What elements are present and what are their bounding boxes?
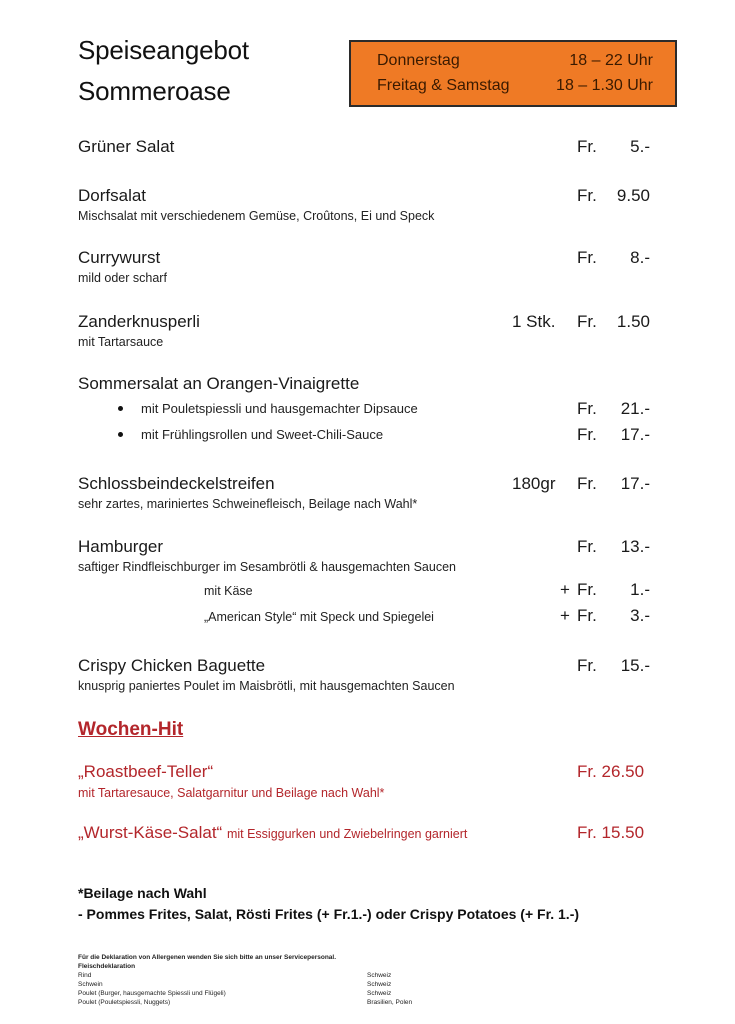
hours-time: 18 – 1.30 Uhr <box>556 77 653 94</box>
hit-item-name: „Roastbeef-Teller“ <box>78 762 214 781</box>
item-name: Currywurst <box>78 248 161 267</box>
currency: Fr. <box>577 474 597 493</box>
beilage-options: - Pommes Frites, Salat, Rösti Frites (+ Fr.1.-) oder Crispy Potatoes (+ Fr. 1.-) <box>78 906 580 922</box>
plus-sign: + <box>560 580 570 599</box>
item-desc: mild oder scharf <box>78 271 167 285</box>
item-desc: knusprig paniertes Poulet im Maisbrötli, mit hausgemachten Saucen <box>78 679 455 693</box>
currency: Fr. <box>577 312 597 331</box>
item-price: 13.- <box>620 537 650 556</box>
meat-origin: Schweiz <box>367 981 392 988</box>
currency: Fr. <box>577 537 597 556</box>
meat-type: Rind <box>78 972 92 979</box>
item-price: 9.50 <box>616 186 650 205</box>
beilage-heading: *Beilage nach Wahl <box>78 885 207 901</box>
option-label: mit Frühlingsrollen und Sweet-Chili-Sauce <box>141 427 384 442</box>
currency: Fr. <box>577 186 597 205</box>
meat-origin: Schweiz <box>367 990 392 997</box>
currency: Fr. <box>577 248 597 267</box>
item-name: Grüner Salat <box>78 137 175 156</box>
currency: Fr. <box>577 399 597 418</box>
meat-type: Poulet (Pouletspiessli, Nuggets) <box>78 999 171 1006</box>
hit-item-name: „Wurst-Käse-Salat“ <box>78 823 223 842</box>
item-price: 15.- <box>620 656 650 675</box>
wochen-hit-heading: Wochen-Hit <box>78 719 184 740</box>
item-price: 17.- <box>620 474 650 493</box>
title-line2: Sommeroase <box>78 76 231 106</box>
item-name: Hamburger <box>78 537 164 556</box>
item-desc: sehr zartes, mariniertes Schweinefleisch, Beilage nach Wahl* <box>78 497 418 511</box>
bullet-icon <box>118 432 123 437</box>
item-price: 1.50 <box>616 312 650 331</box>
item-price: 5.- <box>630 137 650 156</box>
extra-price: 3.- <box>630 606 650 625</box>
currency: Fr. <box>577 425 597 444</box>
item-qty: 180gr <box>512 474 556 493</box>
extra-price: 1.- <box>630 580 650 599</box>
hours-time: 18 – 22 Uhr <box>569 52 653 69</box>
extra-label: mit Käse <box>204 584 253 598</box>
hours-day: Freitag & Samstag <box>377 77 510 94</box>
currency: Fr. <box>577 656 597 675</box>
allergen-note: Für die Deklaration von Allergenen wenden Sie sich bitte an unser Servicepersonal. <box>78 954 337 961</box>
option-price: 17.- <box>620 425 650 444</box>
bullet-icon <box>118 406 123 411</box>
currency: Fr. <box>577 137 597 156</box>
meat-type: Poulet (Burger, hausgemachte Spiessli und Flügeli) <box>78 990 226 997</box>
meat-heading: Fleischdeklaration <box>78 963 136 970</box>
hit-item-desc: mit Tartaresauce, Salatgarnitur und Beilage nach Wahl* <box>78 786 385 800</box>
option-price: 21.- <box>620 399 650 418</box>
hours-day: Donnerstag <box>377 52 460 69</box>
hit-item-desc: mit Essiggurken und Zwiebelringen garniert <box>226 827 468 841</box>
item-price: 8.- <box>630 248 650 267</box>
option-label: mit Pouletspiessli und hausgemachter Dipsauce <box>141 401 418 416</box>
plus-sign: + <box>560 606 570 625</box>
meat-type: Schwein <box>78 981 103 988</box>
hit-item-price: Fr. 26.50 <box>577 762 645 781</box>
item-desc: mit Tartarsauce <box>78 335 164 349</box>
item-desc: saftiger Rindfleischburger im Sesambrötli & hausgemachten Saucen <box>78 560 456 574</box>
item-name: Sommersalat an Orangen-Vinaigrette <box>78 374 360 393</box>
meat-origin: Brasilien, Polen <box>367 999 413 1006</box>
hit-item-price: Fr. 15.50 <box>577 823 645 842</box>
item-name: Zanderknusperli <box>78 312 200 331</box>
currency: Fr. <box>577 580 597 599</box>
title-line1: Speiseangebot <box>78 35 249 65</box>
item-name: Crispy Chicken Baguette <box>78 656 266 675</box>
meat-origin: Schweiz <box>367 972 392 979</box>
hit-item-row <box>78 823 467 843</box>
item-name: Dorfsalat <box>78 186 147 205</box>
extra-label: „American Style“ mit Speck und Spiegelei <box>204 610 434 624</box>
opening-hours-box <box>349 40 677 107</box>
currency: Fr. <box>577 606 597 625</box>
item-desc: Mischsalat mit verschiedenem Gemüse, Croûtons, Ei und Speck <box>78 209 435 223</box>
item-name: Schlossbeindeckelstreifen <box>78 474 275 493</box>
item-qty: 1 Stk. <box>512 312 556 331</box>
